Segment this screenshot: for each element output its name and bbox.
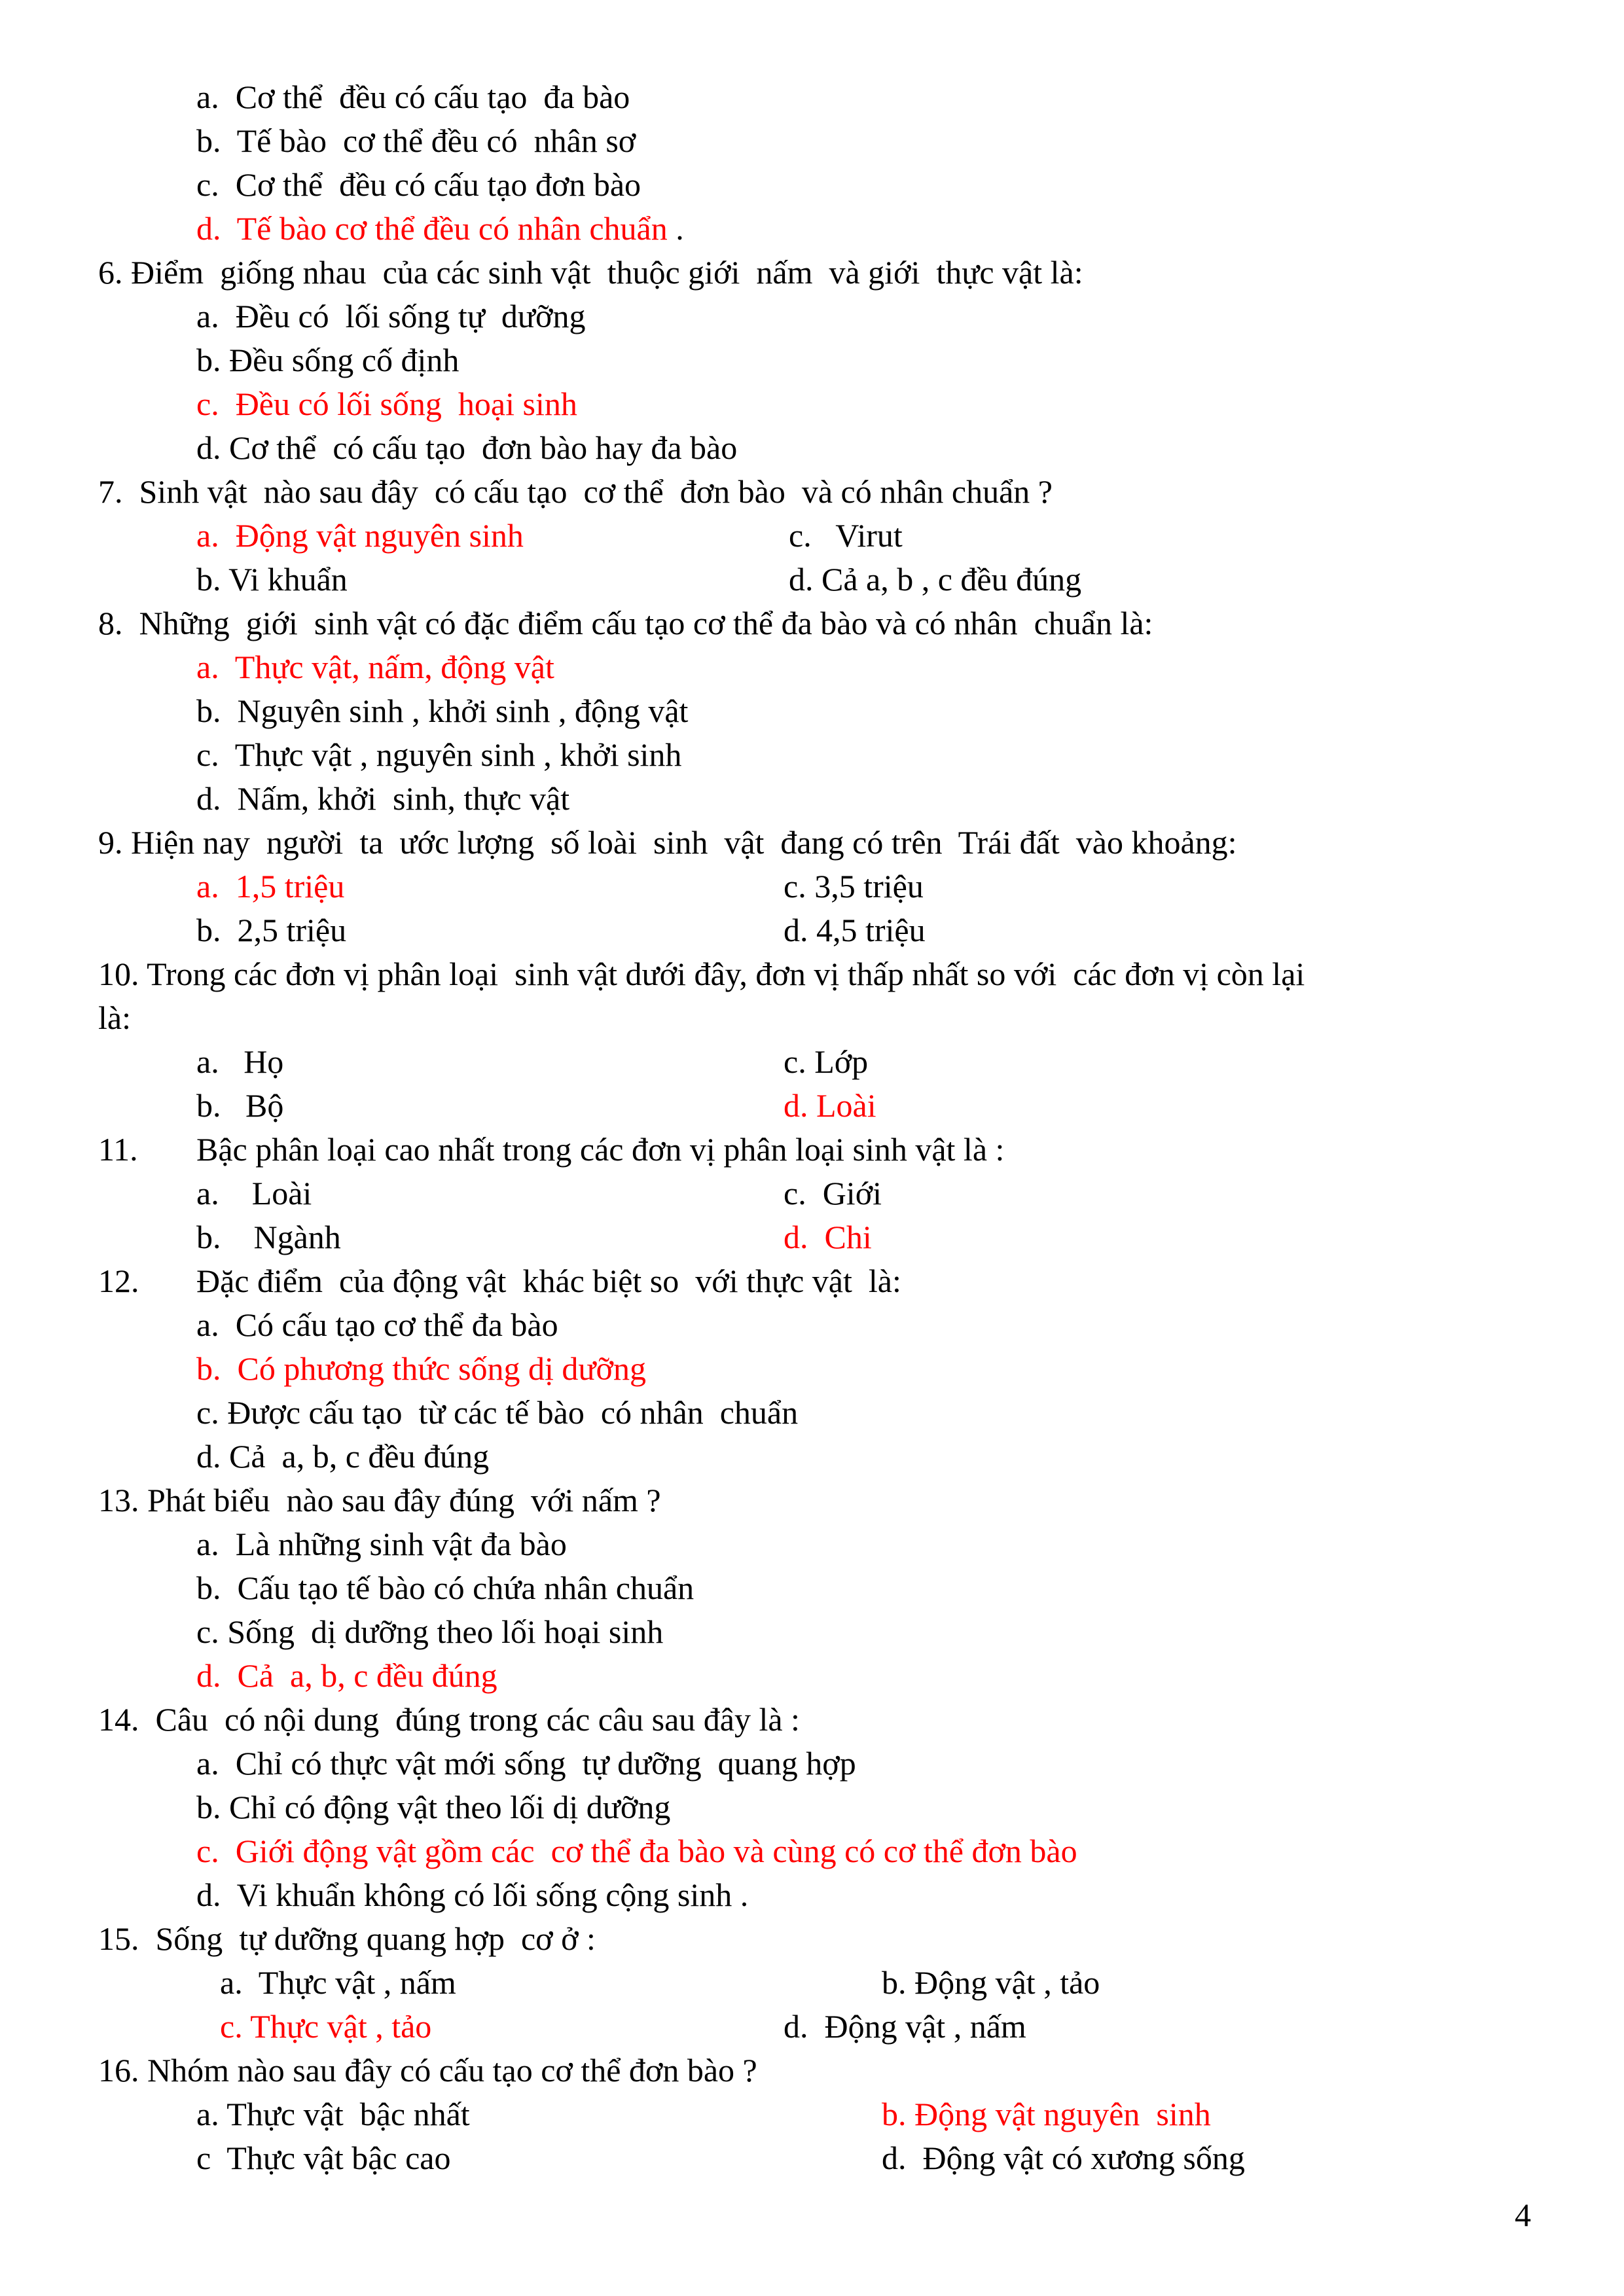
q13-option-b: b. Cấu tạo tế bào có chứa nhân chuẩn bbox=[196, 1570, 695, 1606]
q16-question: 16. Nhóm nào sau đây có cấu tạo cơ thể đơn bào ? bbox=[98, 2052, 757, 2089]
q10-option-d-answer: d. Loài bbox=[784, 1087, 876, 1124]
q12-option-a: a. Có cấu tạo cơ thể đa bào bbox=[196, 1306, 558, 1343]
q7-option-b: b. Vi khuẩn bbox=[196, 561, 348, 598]
q8-option-d: d. Nấm, khởi sinh, thực vật bbox=[196, 780, 570, 817]
q16-option-a: a. Thực vật bậc nhất bbox=[196, 2096, 470, 2132]
q7-question: 7. Sinh vật nào sau đây có cấu tạo cơ thể đơn bào và có nhân chuẩn ? bbox=[98, 473, 1053, 510]
q7-option-a-answer: a. Động vật nguyên sinh bbox=[196, 517, 524, 554]
q12-option-c: c. Được cấu tạo từ các tế bào có nhân chuẩn bbox=[196, 1394, 799, 1431]
q15-option-a: a. Thực vật , nấm bbox=[220, 1964, 456, 2001]
q6-option-d: d. Cơ thể có cấu tạo đơn bào hay đa bào bbox=[196, 429, 738, 466]
q6-option-c-answer: c. Đều có lối sống hoại sinh bbox=[196, 386, 577, 422]
q9-question: 9. Hiện nay người ta ước lượng số loài sinh vật đang có trên Trái đất vào khoảng: bbox=[98, 824, 1237, 861]
q5-option-d-answer: d. Tế bào cơ thể đều có nhân chuẩn bbox=[196, 210, 668, 247]
q10-option-b: b. Bộ bbox=[196, 1087, 284, 1124]
q12-option-d: d. Cả a, b, c đều đúng bbox=[196, 1438, 490, 1475]
q8-option-b: b. Nguyên sinh , khởi sinh , động vật bbox=[196, 692, 689, 729]
q15-option-c-answer: c. Thực vật , tảo bbox=[220, 2008, 432, 2045]
q5-option-d-tail: . bbox=[667, 210, 684, 247]
q8-option-c: c. Thực vật , nguyên sinh , khởi sinh bbox=[196, 736, 682, 773]
q12-number: 12. bbox=[98, 1263, 139, 1299]
q7-option-c: c. Virut bbox=[789, 517, 903, 554]
q11-option-d-answer: d. Chi bbox=[784, 1219, 872, 1255]
q16-option-d: d. Động vật có xương sống bbox=[882, 2140, 1245, 2176]
q5-option-a: a. Cơ thể đều có cấu tạo đa bào bbox=[196, 79, 630, 115]
q10-option-c: c. Lớp bbox=[784, 1043, 869, 1080]
q14-question: 14. Câu có nội dung đúng trong các câu sau đây là : bbox=[98, 1701, 800, 1738]
q11-option-b: b. Ngành bbox=[196, 1219, 341, 1255]
q13-option-c: c. Sống dị dưỡng theo lối hoại sinh bbox=[196, 1613, 664, 1650]
q10-option-a: a. Họ bbox=[196, 1043, 284, 1080]
q11-question: Bậc phân loại cao nhất trong các đơn vị phân loại sinh vật là : bbox=[196, 1131, 1005, 1168]
q13-option-a: a. Là những sinh vật đa bào bbox=[196, 1526, 567, 1562]
q10-question-continued: là: bbox=[98, 999, 131, 1036]
q5-option-d-answer-line bbox=[196, 209, 684, 248]
page-number: 4 bbox=[1515, 2197, 1531, 2233]
q6-option-a: a. Đều có lối sống tự dưỡng bbox=[196, 298, 586, 334]
q12-option-b-answer: b. Có phương thức sống dị dưỡng bbox=[196, 1350, 646, 1387]
q16-option-b-answer: b. Động vật nguyên sinh bbox=[882, 2096, 1211, 2132]
q9-option-a-answer: a. 1,5 triệu bbox=[196, 868, 345, 905]
q11-option-c: c. Giới bbox=[784, 1175, 882, 1211]
q11-option-a: a. Loài bbox=[196, 1175, 312, 1211]
q14-option-a: a. Chỉ có thực vật mới sống tự dưỡng quang hợp bbox=[196, 1745, 856, 1782]
q6-option-b: b. Đều sống cố định bbox=[196, 342, 460, 378]
q15-question: 15. Sống tự dưỡng quang hợp cơ ở : bbox=[98, 1920, 596, 1957]
q14-option-c-answer: c. Giới động vật gồm các cơ thể đa bào và cùng có cơ thể đơn bào bbox=[196, 1833, 1077, 1869]
q16-option-c: c Thực vật bậc cao bbox=[196, 2140, 451, 2176]
q9-option-c: c. 3,5 triệu bbox=[784, 868, 924, 905]
q6-question: 6. Điểm giống nhau của các sinh vật thuộc giới nấm và giới thực vật là: bbox=[98, 254, 1083, 291]
q9-option-b: b. 2,5 triệu bbox=[196, 912, 347, 948]
q15-option-d: d. Động vật , nấm bbox=[784, 2008, 1026, 2045]
q14-option-d: d. Vi khuẩn không có lối sống cộng sinh . bbox=[196, 1876, 749, 1913]
q15-option-b: b. Động vật , tảo bbox=[882, 1964, 1100, 2001]
q13-question: 13. Phát biểu nào sau đây đúng với nấm ? bbox=[98, 1482, 661, 1518]
q9-option-d: d. 4,5 triệu bbox=[784, 912, 926, 948]
q11-number: 11. bbox=[98, 1131, 138, 1168]
q8-question: 8. Những giới sinh vật có đặc điểm cấu tạo cơ thể đa bào và có nhân chuẩn là: bbox=[98, 605, 1153, 641]
q7-option-d: d. Cả a, b , c đều đúng bbox=[789, 561, 1082, 598]
q14-option-b: b. Chỉ có động vật theo lối dị dưỡng bbox=[196, 1789, 671, 1825]
q5-option-c: c. Cơ thể đều có cấu tạo đơn bào bbox=[196, 166, 641, 203]
q10-question: 10. Trong các đơn vị phân loại sinh vật dưới đây, đơn vị thấp nhất so với các đơn vị còn lại bbox=[98, 956, 1305, 992]
q13-option-d-answer: d. Cả a, b, c đều đúng bbox=[196, 1657, 497, 1694]
q8-option-a-answer: a. Thực vật, nấm, động vật bbox=[196, 649, 554, 685]
q5-option-b: b. Tế bào cơ thể đều có nhân sơ bbox=[196, 122, 636, 159]
q12-question: Đặc điểm của động vật khác biệt so với thực vật là: bbox=[196, 1263, 901, 1299]
